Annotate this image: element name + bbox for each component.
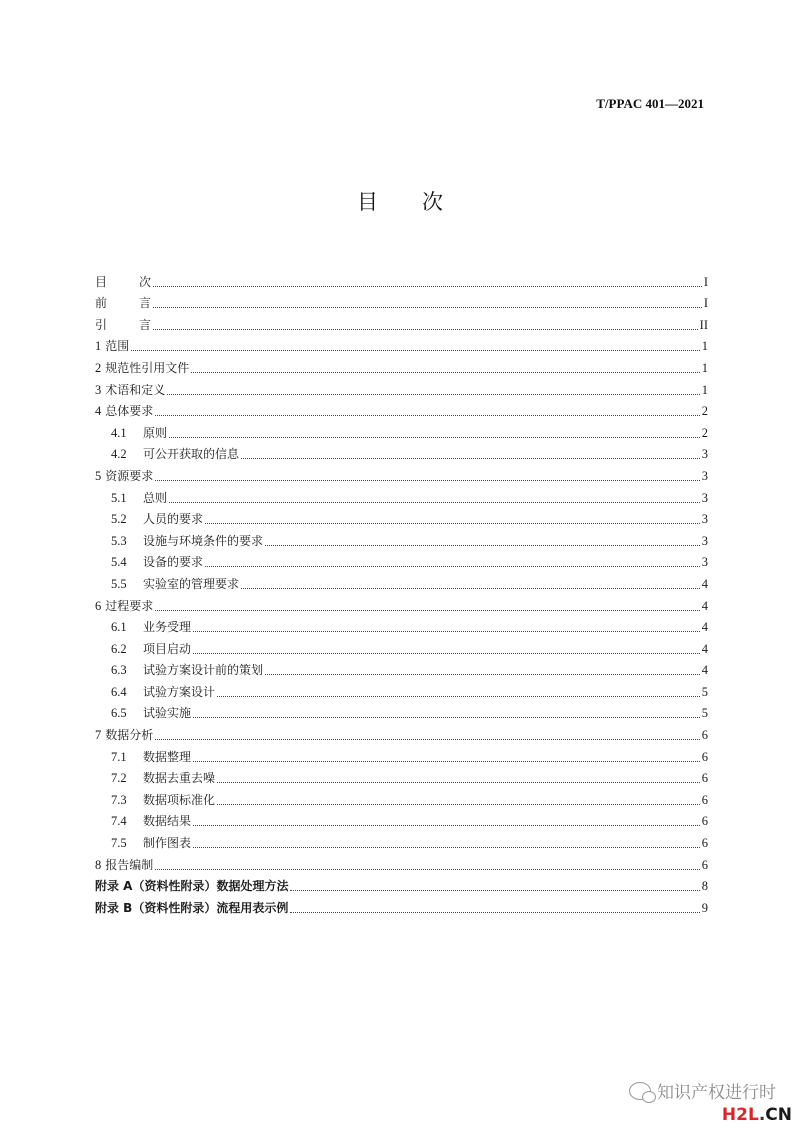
dot-leader — [217, 804, 700, 805]
toc-entry-char-2: 言 — [139, 317, 152, 332]
toc-entry-number: 7.3 — [111, 792, 127, 807]
toc-entry-label: 数据项标准化 — [143, 792, 216, 807]
dot-leader — [155, 869, 700, 870]
toc-entry-label: 设备的要求 — [143, 555, 204, 570]
logo-dot: . — [758, 1105, 766, 1125]
dot-leader — [191, 372, 700, 373]
toc-entry-page: II — [699, 317, 708, 332]
toc-entry-page: 6 — [701, 749, 708, 764]
toc-entry-page: 4 — [701, 598, 708, 613]
toc-entry-number: 7.5 — [111, 836, 127, 851]
dot-leader — [205, 566, 700, 567]
toc-entry-label: 试验方案设计 — [143, 684, 216, 699]
toc-entry-number: 6.2 — [111, 641, 127, 656]
toc-entry[interactable] — [95, 851, 708, 873]
toc-entry-number: 6 — [95, 598, 102, 613]
toc-entry-number: 5.2 — [111, 512, 127, 527]
toc-entry[interactable] — [95, 808, 708, 830]
toc-entry[interactable] — [95, 592, 708, 614]
dot-leader — [167, 394, 700, 395]
toc-entry[interactable] — [95, 354, 708, 376]
toc-entry[interactable] — [95, 786, 708, 808]
toc-entry-label: 范围 — [105, 339, 130, 354]
toc-entry[interactable] — [95, 311, 708, 333]
toc-entry[interactable] — [95, 614, 708, 636]
dot-leader — [217, 782, 700, 783]
toc-entry[interactable] — [95, 570, 708, 592]
toc-entry[interactable] — [95, 268, 708, 290]
toc-entry-page: 6 — [701, 857, 708, 872]
toc-entry-page: 3 — [701, 533, 708, 548]
toc-entry-label: 数据去重去噪 — [143, 771, 216, 786]
dot-leader — [205, 523, 700, 524]
dot-leader — [193, 847, 700, 848]
toc-entry-number: 5.3 — [111, 533, 127, 548]
toc-entry[interactable] — [95, 743, 708, 765]
toc-entry[interactable] — [95, 506, 708, 528]
toc-entry-page: 6 — [701, 836, 708, 851]
toc-entry-number: 6.3 — [111, 663, 127, 678]
table-of-contents — [95, 268, 708, 916]
toc-entry[interactable] — [95, 700, 708, 722]
toc-entry-char-2: 言 — [139, 296, 152, 311]
toc-entry-page: 1 — [701, 382, 708, 397]
title-char-1: 目 — [357, 190, 378, 214]
toc-entry-page: 3 — [701, 447, 708, 462]
toc-entry-label — [95, 318, 151, 333]
watermark-text: 知识产权进行时 — [657, 1083, 776, 1103]
toc-entry-label: 附录 B（资料性附录）流程用表示例 — [95, 900, 289, 915]
toc-entry-number: 2 — [95, 360, 102, 375]
dot-leader — [153, 286, 702, 287]
toc-entry[interactable] — [95, 894, 708, 916]
toc-entry-char-1: 引 — [95, 317, 108, 332]
toc-entry-page: 1 — [701, 360, 708, 375]
toc-entry-number: 6.1 — [111, 620, 127, 635]
dot-leader — [169, 437, 700, 438]
toc-entry[interactable] — [95, 333, 708, 355]
toc-entry-page: 4 — [701, 576, 708, 591]
toc-entry-label: 数据结果 — [143, 814, 192, 829]
dot-leader — [265, 545, 700, 546]
toc-entry-page: 2 — [701, 404, 708, 419]
toc-entry-number: 1 — [95, 339, 102, 354]
dot-leader — [153, 329, 698, 330]
toc-entry-page: 8 — [701, 879, 708, 894]
toc-entry-label: 可公开获取的信息 — [143, 447, 240, 462]
toc-entry[interactable] — [95, 527, 708, 549]
toc-entry-number: 7.1 — [111, 749, 127, 764]
toc-entry-page: 4 — [701, 641, 708, 656]
toc-entry-label: 报告编制 — [105, 857, 154, 872]
toc-entry-label: 数据整理 — [143, 749, 192, 764]
dot-leader — [131, 350, 700, 351]
toc-entry-label: 总则 — [143, 490, 168, 505]
toc-entry-label: 项目启动 — [143, 641, 192, 656]
toc-entry-number: 4 — [95, 404, 102, 419]
toc-entry-page: 3 — [701, 490, 708, 505]
toc-entry[interactable] — [95, 441, 708, 463]
toc-entry[interactable] — [95, 829, 708, 851]
toc-entry[interactable] — [95, 398, 708, 420]
toc-entry-page: I — [703, 296, 708, 311]
toc-entry-page: 3 — [701, 512, 708, 527]
toc-entry-label: 制作图表 — [143, 836, 192, 851]
toc-entry-label: 业务受理 — [143, 620, 192, 635]
toc-entry-number: 6.4 — [111, 684, 127, 699]
toc-entry-label — [95, 275, 151, 290]
dot-leader — [290, 912, 699, 913]
toc-entry-page: 6 — [701, 792, 708, 807]
dot-leader — [153, 307, 702, 308]
toc-entry-number: 5.4 — [111, 555, 127, 570]
toc-entry-label: 数据分析 — [105, 728, 154, 743]
toc-entry-number: 7 — [95, 728, 102, 743]
toc-entry-label: 过程要求 — [105, 598, 154, 613]
toc-entry[interactable] — [95, 765, 708, 787]
dot-leader — [155, 739, 700, 740]
toc-entry[interactable] — [95, 635, 708, 657]
dot-leader — [155, 480, 700, 481]
toc-entry-label: 资源要求 — [105, 468, 154, 483]
toc-entry-label: 人员的要求 — [143, 512, 204, 527]
toc-entry-page: 4 — [701, 663, 708, 678]
toc-entry[interactable] — [95, 290, 708, 312]
toc-entry-char-1: 目 — [95, 274, 108, 289]
toc-entry-number: 5.1 — [111, 490, 127, 505]
toc-entry-label: 设施与环境条件的要求 — [143, 533, 264, 548]
dot-leader — [241, 588, 700, 589]
logo-cn: CN — [765, 1105, 792, 1125]
toc-entry-page: 6 — [701, 814, 708, 829]
toc-entry-page: 2 — [701, 425, 708, 440]
toc-entry-number: 5 — [95, 468, 102, 483]
toc-entry[interactable] — [95, 484, 708, 506]
site-logo — [722, 1105, 792, 1125]
toc-entry-char-2: 次 — [139, 274, 152, 289]
toc-entry-label: 总体要求 — [105, 404, 154, 419]
toc-entry-page: 3 — [701, 468, 708, 483]
toc-entry[interactable] — [95, 873, 708, 895]
toc-entry-label: 试验实施 — [143, 706, 192, 721]
toc-entry-label: 规范性引用文件 — [105, 360, 190, 375]
toc-entry-char-1: 前 — [95, 296, 108, 311]
page-title — [0, 186, 800, 216]
toc-entry-page: 5 — [701, 684, 708, 699]
dot-leader — [193, 653, 700, 654]
toc-entry-page: 9 — [701, 900, 708, 915]
toc-entry-number: 4.2 — [111, 447, 127, 462]
dot-leader — [193, 761, 700, 762]
toc-entry-label — [95, 296, 151, 311]
toc-entry-number: 3 — [95, 382, 102, 397]
toc-entry-label: 原则 — [143, 425, 168, 440]
dot-leader — [217, 696, 700, 697]
dot-leader — [155, 610, 700, 611]
dot-leader — [155, 415, 700, 416]
title-char-2: 次 — [422, 190, 443, 214]
toc-entry[interactable] — [95, 657, 708, 679]
dot-leader — [193, 717, 700, 718]
toc-entry-label: 术语和定义 — [105, 382, 166, 397]
toc-entry-page: 4 — [701, 620, 708, 635]
toc-entry-number: 4.1 — [111, 425, 127, 440]
toc-entry-page: 1 — [701, 339, 708, 354]
wechat-icon — [629, 1082, 651, 1100]
dot-leader — [290, 890, 699, 891]
toc-entry-page: 3 — [701, 555, 708, 570]
toc-entry-label: 实验室的管理要求 — [143, 576, 240, 591]
toc-entry-page: 6 — [701, 728, 708, 743]
dot-leader — [193, 825, 700, 826]
toc-entry-page: I — [703, 274, 708, 289]
toc-entry[interactable] — [95, 549, 708, 571]
logo-h2l: H2L — [721, 1105, 759, 1125]
dot-leader — [169, 502, 700, 503]
toc-entry-page: 6 — [701, 771, 708, 786]
toc-entry-label: 试验方案设计前的策划 — [143, 663, 264, 678]
dot-leader — [265, 674, 700, 675]
watermark — [629, 1078, 776, 1103]
toc-entry-label: 附录 A（资料性附录）数据处理方法 — [95, 879, 289, 894]
toc-entry[interactable] — [95, 376, 708, 398]
toc-entry[interactable] — [95, 721, 708, 743]
toc-entry[interactable] — [95, 678, 708, 700]
document-code: T/PPAC 401—2021 — [596, 96, 704, 111]
toc-entry-number: 7.2 — [111, 771, 127, 786]
toc-entry-number: 5.5 — [111, 576, 127, 591]
toc-entry-number: 8 — [95, 857, 102, 872]
toc-entry-page: 5 — [701, 706, 708, 721]
dot-leader — [241, 458, 700, 459]
toc-entry-number: 6.5 — [111, 706, 127, 721]
toc-entry[interactable] — [95, 462, 708, 484]
toc-entry[interactable] — [95, 419, 708, 441]
toc-entry-number: 7.4 — [111, 814, 127, 829]
dot-leader — [193, 631, 700, 632]
